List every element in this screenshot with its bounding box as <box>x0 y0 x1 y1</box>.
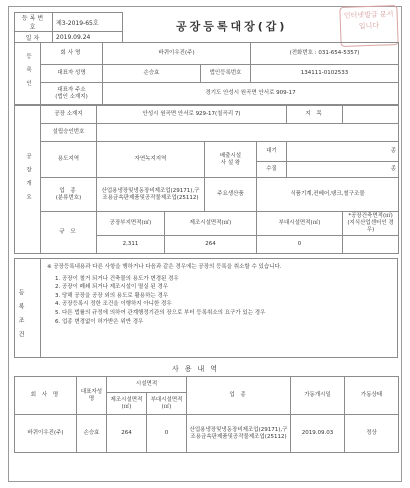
area-type-label: 지 목 <box>287 106 343 124</box>
conditions-line: 4. 공장등록시 정한 조건을 이행하지 아니한 경우 <box>55 301 172 308</box>
industry-label: 업 종 <box>59 187 78 194</box>
history-aux-header: 부대시설면적(㎡) <box>147 393 187 415</box>
ceo-value: 손승효 <box>103 65 201 83</box>
registration-tag <box>14 12 123 43</box>
history-industry-header: 업 종 <box>187 377 291 415</box>
conditions-line: 3. 당해 공장을 공장 외의 용도로 활용하는 경우 <box>55 292 169 299</box>
air-value: 종 <box>287 142 399 162</box>
address-value: 경기도 안성시 원곡면 안서로 909-17 <box>103 83 399 105</box>
company-value: 바퀴이우진(주) <box>103 43 251 65</box>
water-label: 수질 <box>257 162 287 178</box>
approval-value <box>97 124 399 142</box>
mfg-area-value: 264 <box>165 236 257 254</box>
emission-label-cell <box>205 142 257 178</box>
registrant-table <box>14 42 399 105</box>
history-mfg-header: 제조시설면적(㎡) <box>107 393 147 415</box>
building-area-value <box>343 236 399 254</box>
history-area-header: 시설면적 <box>107 377 187 393</box>
corp-no-label: 법인등록번호 <box>201 65 251 83</box>
product-label: 주요생산품 <box>205 178 257 212</box>
usage-history-table <box>14 376 399 453</box>
history-rep-cell: 손승효 <box>77 415 107 453</box>
air-label: 대기 <box>257 142 287 162</box>
factory-table <box>14 105 399 254</box>
corp-no-value: 134111-0102533 <box>251 65 399 83</box>
conditions-line: ※ 공장등록내용과 다른 사항을 행하거나 다음과 같은 경우에는 공장의 등록을 취소할 수 있습니다. <box>47 264 282 270</box>
conditions-line: 5. 다른 법률의 규정에 의하여 관계행정기관의 장으로 부터 등록취소의 요구가 있는 경우 <box>55 309 266 316</box>
table-row <box>15 415 399 453</box>
document-title: 공장등록대장(갑) <box>176 20 288 33</box>
address-label-cell <box>41 83 103 105</box>
building-area-label-cell <box>343 212 399 236</box>
emission-label-2: 사 설 왕 <box>220 159 241 166</box>
building-area-label: *공장건축면적(㎡) <box>348 213 393 219</box>
history-date-cell: 2019.09.03 <box>291 415 345 453</box>
aux-area-value: 0 <box>257 236 343 254</box>
issue-stamp: 인터넷발급 문서입니다 <box>339 5 398 47</box>
conditions-side <box>15 259 41 357</box>
mfg-area-label: 제조시설면적(㎡) <box>165 212 257 236</box>
history-status-header: 가동상태 <box>345 377 399 415</box>
emission-label: 배출시설 <box>219 152 242 159</box>
history-company-header: 회 사 명 <box>15 377 77 415</box>
zone-value: 자연녹지지역 <box>97 142 205 178</box>
building-area-sublabel: (지식산업센터인 경우) <box>347 220 394 233</box>
history-company-cell: 바퀴이우진(주) <box>15 415 77 453</box>
address-sublabel: (법인 소재지) <box>55 93 88 100</box>
industry-sublabel: (분류번호) <box>55 194 82 201</box>
registrant-section-label: 등록인 <box>15 43 41 105</box>
area-type-value <box>343 106 399 124</box>
usage-history-title: 사용내역 <box>172 365 224 373</box>
conditions-line: 2. 공장이 폐쇄 되거나 제조시설이 멸실 된 경우 <box>55 284 169 291</box>
conditions-section-label: 등록조건 <box>17 289 24 345</box>
date-value: 2019.09.24 <box>53 32 123 43</box>
phone-value: (전화번호 : 031-654-5357) <box>251 43 399 65</box>
factory-section-label: 공장개요 <box>15 106 41 254</box>
water-value: 종 <box>287 162 399 178</box>
address-label: 대표자 주소 <box>57 86 86 93</box>
conditions-line: 1. 공장이 철거 되거나 건축물의 용도가 변경된 경우 <box>55 275 179 282</box>
history-status-cell: 정상 <box>345 415 399 453</box>
location-value: 안성시 원곡면 안서로 929-17(칠곡리 7) <box>97 106 287 124</box>
industry-value: 산업용냉장및냉동장비제조업(29171),구조용금속판제품및공작물제조업(25112) <box>97 178 205 212</box>
conditions-body <box>47 263 395 326</box>
date-label: 일자 <box>15 32 53 43</box>
history-industry-cell: 산업용냉장및냉동장비제조업(29171),구조용금속판제품및공작물제조업(25112) <box>187 415 291 453</box>
site-area-value: 2,311 <box>97 236 165 254</box>
history-date-header: 가동개시일 <box>291 377 345 415</box>
company-label: 회사명 <box>41 43 103 65</box>
conditions-line: 6. 업종 변경없이 허가받은 위반 경우 <box>55 318 144 325</box>
reg-no-label: 등록번호 <box>15 13 53 32</box>
ceo-label: 대표자 성명 <box>41 65 103 83</box>
site-area-label: 공장부지면적(㎡) <box>97 212 165 236</box>
registration-conditions <box>14 258 398 358</box>
scale-label: 규 모 <box>41 212 97 254</box>
history-rep-header: 대표자성명 <box>77 377 107 415</box>
zone-label: 용도지역 <box>41 142 97 178</box>
reg-no-value: 제3-2019-65호 <box>53 13 123 32</box>
location-label: 공장 소재지 <box>41 106 97 124</box>
industry-label-cell <box>41 178 97 212</box>
history-aux-cell: 0 <box>147 415 187 453</box>
product-value: 식품기계,컨베어,탱크,철구조물 <box>257 178 399 212</box>
history-mfg-cell: 264 <box>107 415 147 453</box>
approval-label: 설립승인번호 <box>41 124 97 142</box>
aux-area-label: 부대시설면적(㎡) <box>257 212 343 236</box>
